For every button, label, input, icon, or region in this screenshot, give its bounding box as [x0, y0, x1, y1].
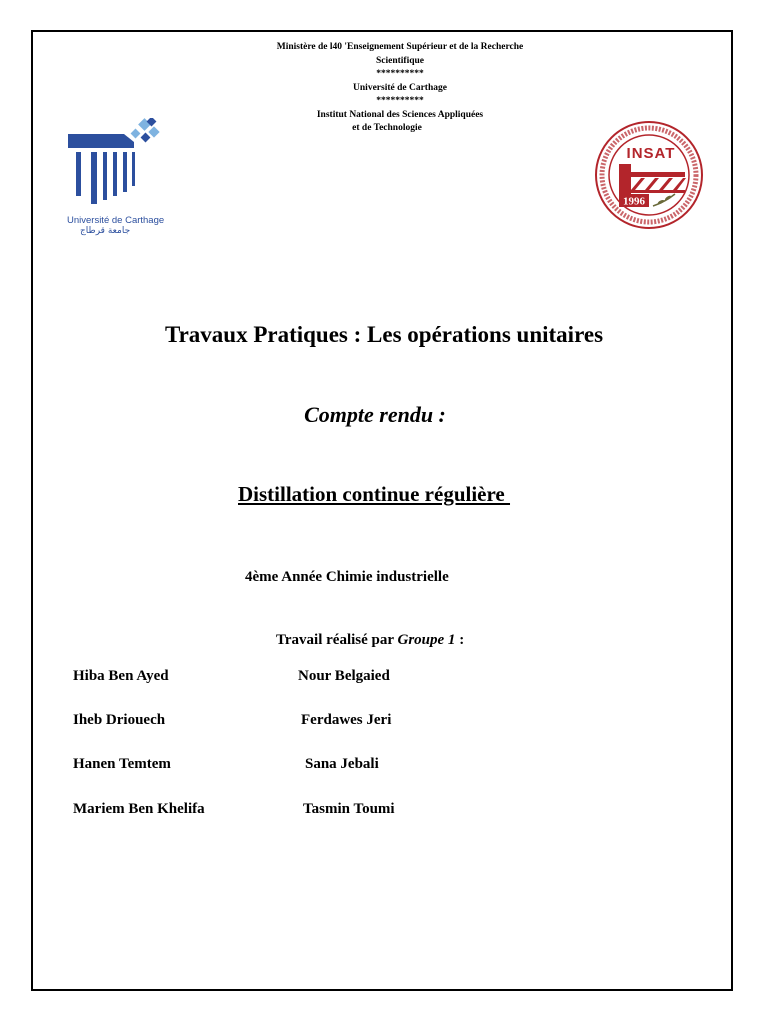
member-left-1: Hiba Ben Ayed: [73, 668, 169, 684]
credit-prefix: Travail réalisé par: [276, 632, 398, 648]
member-left-3: Hanen Temtem: [73, 756, 171, 772]
group-name: Groupe 1: [397, 632, 456, 648]
institute-line-1: Institut National des Sciences Appliquées: [316, 109, 484, 120]
member-right-3: Sana Jebali: [305, 756, 379, 772]
universite-de-carthage-logo: [62, 118, 172, 244]
ministry-line-2: Scientifique: [375, 55, 425, 66]
separator-2: **********: [376, 96, 424, 106]
member-right-1: Nour Belgaied: [298, 668, 390, 684]
institute-line-2: et de Technologie: [352, 123, 422, 133]
svg-text:1996: 1996: [623, 195, 645, 208]
year-line: 4ème Année Chimie industrielle: [245, 569, 449, 585]
member-left-4: Mariem Ben Khelifa: [73, 801, 205, 817]
member-left-2: Iheb Driouech: [73, 712, 166, 728]
topic: Distillation continue régulière: [238, 482, 511, 506]
insat-logo: [591, 120, 709, 230]
ministry-line-1: Ministère de l40 'Enseignement Supérieur et de la Recherche: [276, 42, 524, 52]
insat-seal-icon: [591, 120, 709, 230]
university-name: Université de Carthage: [353, 82, 447, 93]
logo-left-caption: Université de Carthage: [67, 215, 165, 226]
credit-suffix: :: [455, 632, 465, 648]
page-title: Travaux Pratiques : Les opérations unitaires: [164, 322, 604, 347]
credit-line: [276, 632, 464, 649]
svg-text:INSAT: INSAT: [626, 145, 676, 162]
separator-1: **********: [376, 69, 424, 79]
header-block: [200, 41, 600, 136]
logo-left-caption-arabic: جامعة قرطاج: [80, 226, 131, 236]
member-right-4: Tasmin Toumi: [303, 801, 395, 817]
universite-de-carthage-logo-icon: [62, 118, 172, 218]
member-right-2: Ferdawes Jeri: [301, 712, 392, 728]
subtitle: Compte rendu :: [304, 402, 446, 427]
